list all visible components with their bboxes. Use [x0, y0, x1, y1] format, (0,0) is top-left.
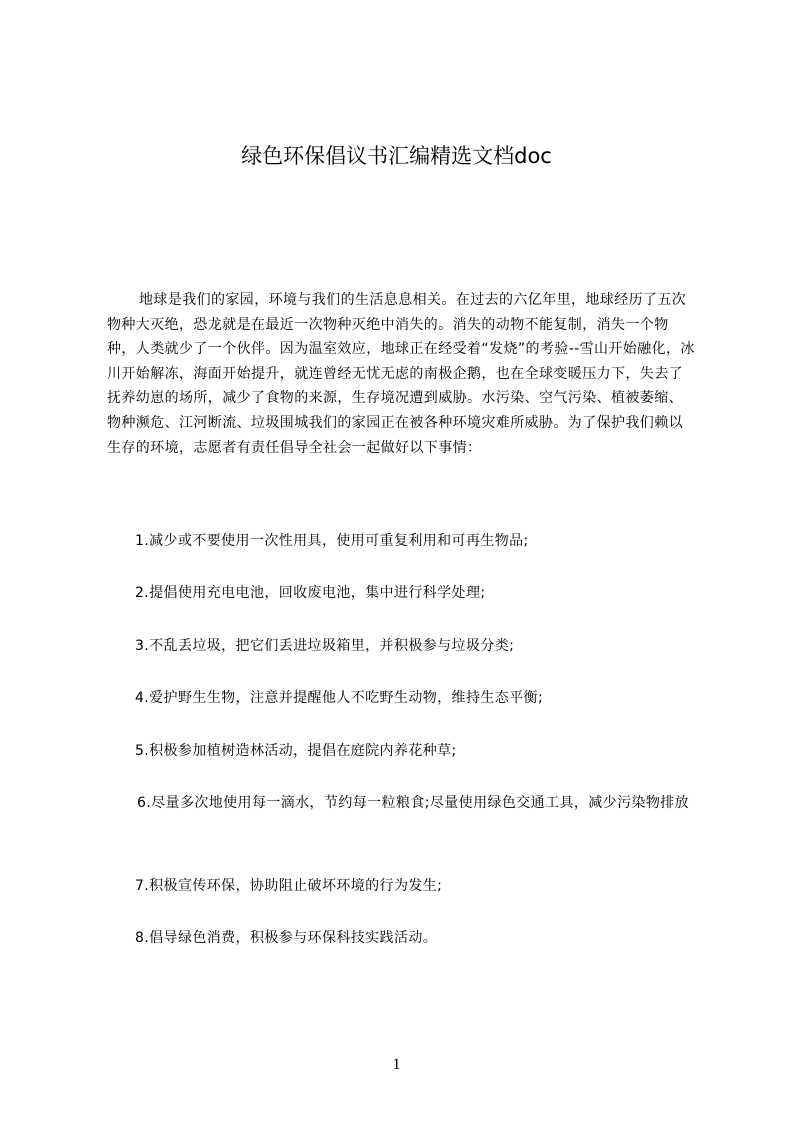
list-item: 6.尽量多次地使用每一滴水，节约每一粒粮食;尽量使用绿色交通工具，减少污染物排放 — [137, 795, 690, 811]
list-item: 7.积极宣传环保，协助阻止破坏环境的行为发生; — [135, 878, 443, 894]
list-item: 5.积极参加植树造林活动，提倡在庭院内养花种草; — [135, 743, 457, 759]
page-number: 1 — [392, 1056, 401, 1073]
list-item: 8.倡导绿色消费，积极参与环保科技实践活动。 — [135, 930, 438, 946]
list-item: 1.减少或不要使用一次性用具，使用可重复利用和可再生物品; — [135, 533, 529, 549]
document-title: 绿色环保倡议书汇编精选文档doc — [241, 144, 552, 168]
list-item: 3.不乱丢垃圾，把它们丢进垃圾箱里，并积极参与垃圾分类; — [135, 638, 515, 654]
list-item: 4.爱护野生生物，注意并提醒他人不吃野生动物，维持生态平衡; — [135, 690, 544, 706]
intro-paragraph: 地球是我们的家园，环境与我们的生活息息相关。在过去的六亿年里，地球经历了五次物种大灭绝，恐龙就是在最近一次物种灭绝中消失的。消失的动物不能复制，消失一个物种，人类就少了一个伙伴。因为温室效应，地球正在经受着“发烧”的考验--雪山开始融化，冰川开始解冻，海面开始提升，就连曾经无忧无虑的南极企鹅，也在全球变暖压力下，失去了抚养幼崽的场所，减少了食物的来源，生存境况遭到威胁。水污染、空气污染、植被萎缩、物种濒危、江河断流、垃圾围城我们的家园正在被各种环境灾难所威胁。为了保护我们赖以生存的环境，志愿者有责任倡导全社会一起做好以下事情： — [107, 292, 695, 456]
list-item: 2.提倡使用充电电池，回收废电池，集中进行科学处理; — [135, 585, 486, 601]
